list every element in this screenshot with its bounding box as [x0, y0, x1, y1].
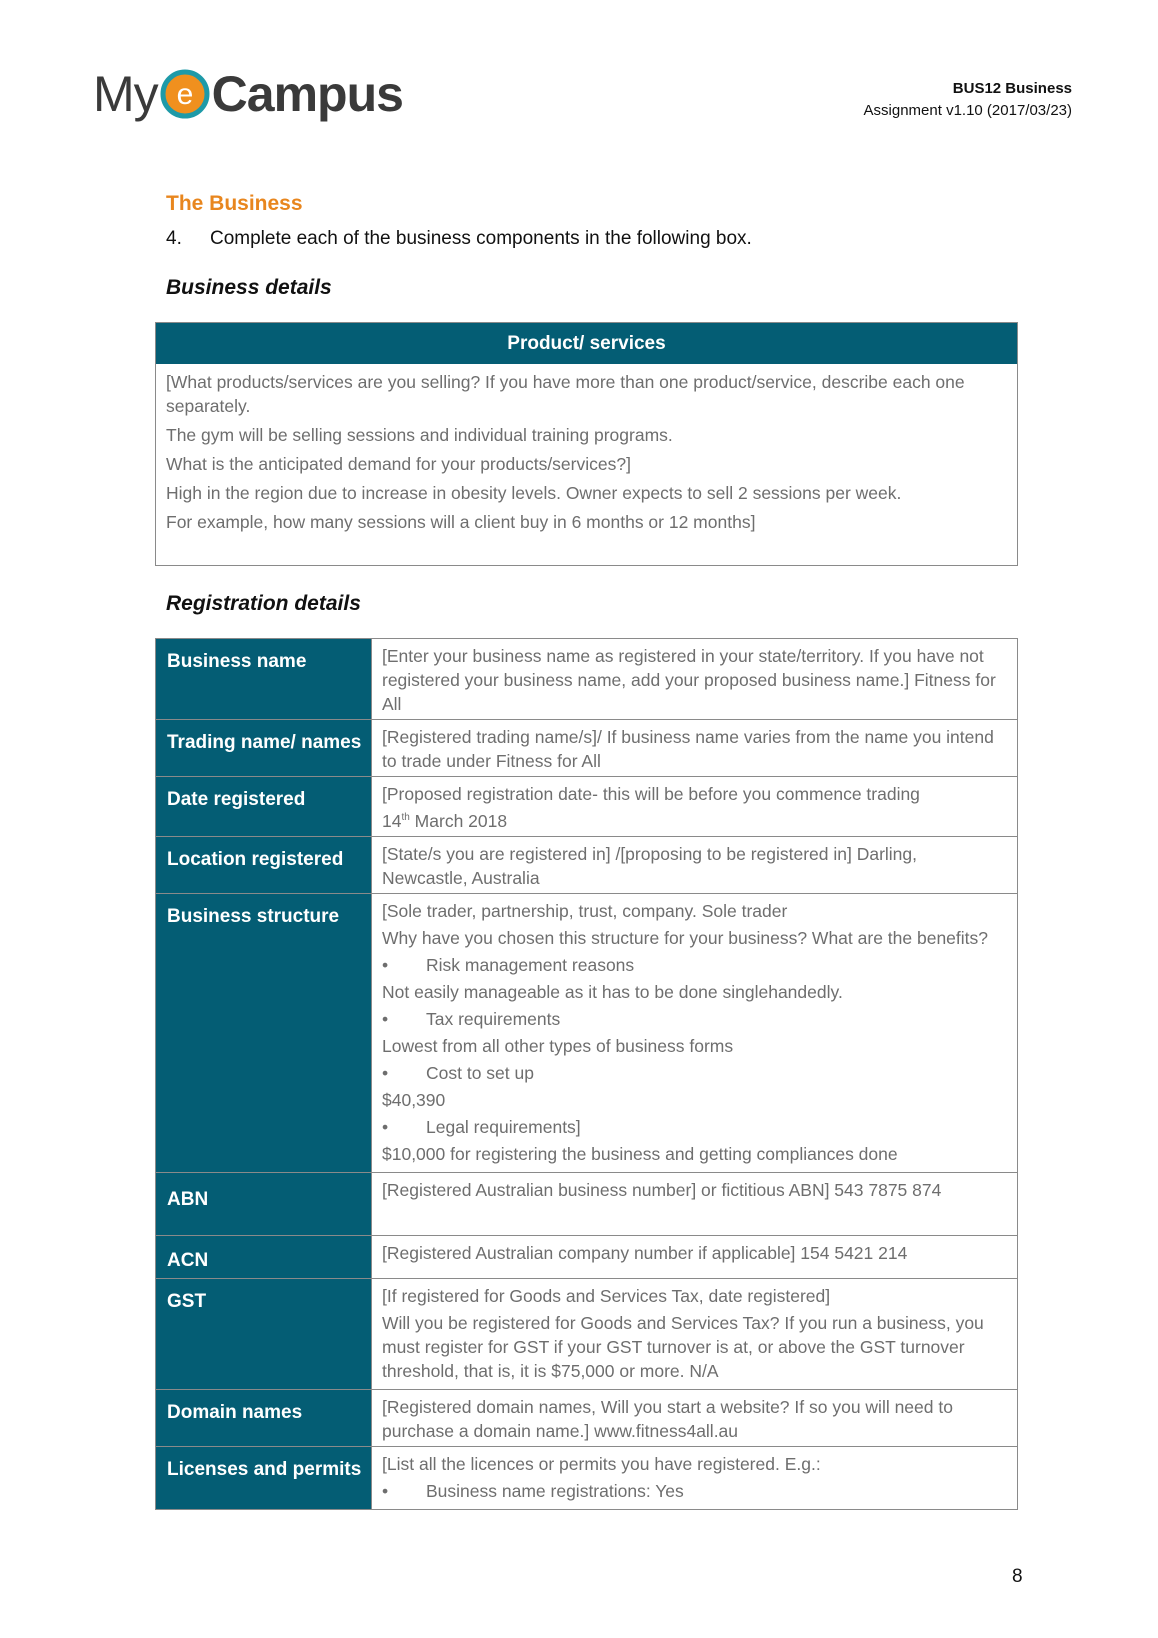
table-row [156, 1172, 1018, 1235]
date-month-year: March 2018 [409, 810, 508, 831]
bullet-icon: • [382, 1062, 389, 1083]
gst-line-2: Will you be registered for Goods and Services Tax? If you run a business, you must register for GST if your GST turnover is at, or above the GST turnover threshold, that is, it is $75,000 or more. N/A [382, 1312, 984, 1381]
date-suffix: th [401, 812, 410, 823]
licenses-value [372, 1446, 1018, 1509]
product-line-4: High in the region due to increase in obesity levels. Owner expects to sell 2 sessions per week. [166, 483, 902, 503]
registration-table [155, 638, 1018, 1510]
trading-name-value: [Registered trading name/s]/ If business name varies from the name you intend to trade under Fitness for All [372, 720, 1018, 777]
bullet-text: Business name registrations: Yes [426, 1480, 684, 1501]
bullet-item [382, 1115, 1007, 1139]
assignment-version: Assignment v1.10 (2017/03/23) [863, 102, 1072, 119]
structure-answer-1: Not easily manageable as it has to be done singlehandedly. [382, 981, 843, 1002]
gst-label: GST [156, 1278, 372, 1389]
structure-line-1: [Sole trader, partnership, trust, company. Sole trader [382, 900, 788, 921]
document-header [864, 78, 1072, 122]
bullet-text: Risk management reasons [426, 954, 635, 975]
date-registered-text: [Proposed registration date- this will be before you commence trading [382, 784, 920, 804]
bullet-item [382, 1007, 1007, 1031]
abn-value: [Registered Australian business number] or fictitious ABN] 543 7875 874 [372, 1172, 1018, 1235]
acn-label: ACN [156, 1235, 372, 1278]
registration-details-heading: Registration details [166, 592, 361, 615]
question-text: Complete each of the business components in the following box. [210, 228, 752, 249]
logo-text-campus: Campus [211, 66, 403, 122]
bullet-item [382, 953, 1007, 977]
acn-value: [Registered Australian company number if applicable] 154 5421 214 [372, 1235, 1018, 1278]
logo-text-my: My [93, 66, 158, 122]
product-line-1: [What products/services are you selling? If you have more than one product/service, describe each one separately. [166, 372, 965, 416]
business-name-label: Business name [156, 639, 372, 720]
question-number: 4. [166, 228, 182, 249]
abn-label: ABN [156, 1172, 372, 1235]
section-title: The Business [166, 192, 303, 215]
table-row [156, 893, 1018, 1172]
product-services-box [155, 322, 1018, 566]
table-row [156, 1278, 1018, 1389]
gst-value [372, 1278, 1018, 1389]
table-row [156, 1389, 1018, 1446]
bullet-icon: • [382, 1008, 389, 1029]
question [166, 228, 752, 250]
date-day: 14 [382, 810, 402, 831]
bullet-item [382, 1479, 1007, 1503]
date-registered-date [382, 806, 1007, 833]
product-line-5: For example, how many sessions will a client buy in 6 months or 12 months] [166, 512, 756, 532]
mycampus-logo [93, 66, 403, 122]
table-row [156, 777, 1018, 837]
trading-name-label: Trading name/ names [156, 720, 372, 777]
bullet-item [382, 1061, 1007, 1085]
table-row [156, 836, 1018, 893]
domain-label: Domain names [156, 1389, 372, 1446]
page-number: 8 [1012, 1566, 1023, 1587]
gst-line-1: [If registered for Goods and Services Tax, date registered] [382, 1285, 831, 1306]
structure-answer-3: $40,390 [382, 1089, 446, 1110]
product-services-header: Product/ services [156, 323, 1017, 364]
location-label: Location registered [156, 836, 372, 893]
logo-e-letter: e [176, 78, 193, 111]
product-line-3: What is the anticipated demand for your products/services?] [166, 454, 631, 474]
date-registered-value [372, 777, 1018, 837]
bullet-icon: • [382, 1480, 389, 1501]
table-row [156, 639, 1018, 720]
structure-label: Business structure [156, 893, 372, 1172]
business-name-value: [Enter your business name as registered in your state/territory. If you have not registered your business name, add your proposed business name.] Fitness for All [372, 639, 1018, 720]
bullet-text: Cost to set up [426, 1062, 534, 1083]
product-line-2: The gym will be selling sessions and individual training programs. [166, 425, 673, 445]
bullet-icon: • [382, 954, 389, 975]
logo-e-mark-icon [160, 69, 210, 119]
structure-answer-2: Lowest from all other types of business forms [382, 1035, 734, 1056]
domain-value: [Registered domain names, Will you start a website? If so you will need to purchase a domain name.] www.fitness4all.au [372, 1389, 1018, 1446]
business-details-heading: Business details [166, 276, 332, 299]
bullet-icon: • [382, 1116, 389, 1137]
licenses-label: Licenses and permits [156, 1446, 372, 1509]
table-row [156, 720, 1018, 777]
bullet-text: Tax requirements [426, 1008, 561, 1029]
date-registered-label: Date registered [156, 777, 372, 837]
course-code: BUS12 Business [952, 80, 1072, 97]
bullet-text: Legal requirements] [426, 1116, 581, 1137]
table-row [156, 1446, 1018, 1509]
licenses-line-1: [List all the licences or permits you have registered. E.g.: [382, 1453, 821, 1474]
location-value: [State/s you are registered in] /[proposing to be registered in] Darling, Newcastle, Australia [372, 836, 1018, 893]
structure-line-2: Why have you chosen this structure for your business? What are the benefits? [382, 927, 989, 948]
table-row [156, 1235, 1018, 1278]
structure-answer-4: $10,000 for registering the business and getting compliances done [382, 1143, 898, 1164]
product-services-body [156, 364, 1017, 565]
structure-value [372, 893, 1018, 1172]
